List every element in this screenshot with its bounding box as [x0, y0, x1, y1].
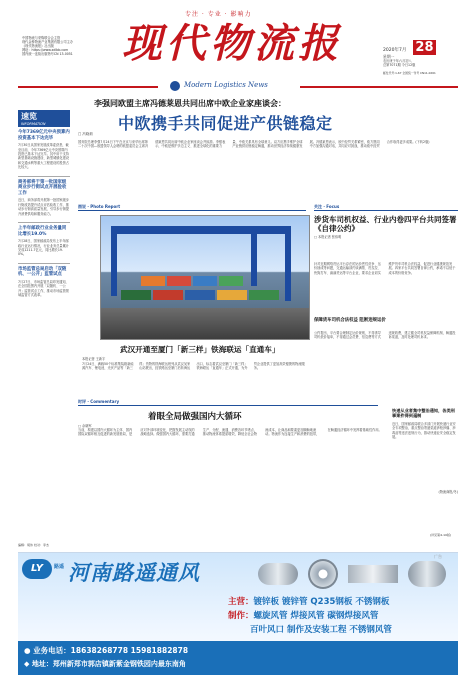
ad-phones[interactable]: 18638268778 15981882878: [70, 646, 189, 655]
masthead-date-block: [383, 36, 473, 67]
duct-icon: [258, 563, 298, 585]
masthead-english: Modern Logistics News: [184, 81, 268, 89]
info-item-title[interactable]: 商务部将于第一批国家级商业步行街试点开展验收工作: [18, 179, 67, 196]
info-item-text: 7月27日，市场监管总局印发通知，在全国范围内开展「双随机、一公开」监管试点工作，推动市场监管领域监管方式改革。: [18, 280, 69, 298]
lead-story-header: [78, 98, 458, 134]
ad-phone-line[interactable]: [24, 645, 188, 656]
publisher-line-1: 中国物流与采购联合会主管: [22, 36, 61, 40]
commentary-label: 时评 · Commentary: [78, 399, 378, 406]
crane-leg: [285, 226, 291, 301]
ad-address-line: [24, 659, 186, 669]
commentary-section: [78, 399, 378, 428]
container: [217, 290, 247, 300]
info-item: [18, 130, 70, 170]
ad-make-label: 制作：: [228, 611, 254, 621]
info-item: [18, 263, 70, 298]
info-item-title[interactable]: 今年7369亿元中央预算内投资基本下达完毕: [18, 130, 70, 141]
info-item-title[interactable]: 上半年邮政行业业务量同比增长19.0%: [18, 226, 67, 237]
focus-body: 针对近期网络货运平台存在的运价恶性竞争、压价抽成等问题，交通运输部约谈满帮、货拉拉、快狗打车、滴滴货运等平台企业，要求企业切实维护货车司机合法权益，促进行业健康规范发展。四家平台共同签署自律公约，承诺不以低于成本的价格竞争。: [314, 262, 456, 275]
container: [249, 290, 279, 300]
masthead-rule-right: [300, 86, 458, 88]
logo-subtext: 路遥: [54, 564, 65, 570]
commentary-body: 当前，构建以国内大循环为主体、国内国际双循环相互促进的新发展格局，是应对外部环境变化、把握发展主动权的战略选择。做强国内大循环，需要打通生产、分配、流通、消费各环节堵点，推动物流体系提质增效，降低全社会物流成本，让商品和要素更加顺畅地流动。物流作为连接生产和消费的纽带，在畅通经济循环中发挥着基础性作用。: [78, 428, 382, 437]
container: [185, 290, 215, 300]
photo-byline: 本报记者 王新宇: [82, 357, 106, 361]
focus-headline[interactable]: 涉货车司机权益、行业内卷四平台共同签署《自律公约》: [314, 215, 457, 233]
focus-byline: □ 本报记者 张伟明: [314, 235, 342, 239]
location-icon: ◆: [24, 660, 30, 668]
photo-headline[interactable]: 武汉开通至厦门「新三样」铁海联运「直通车」: [120, 345, 280, 354]
advertisement[interactable]: [18, 552, 458, 675]
masthead-title: 现代物流报: [122, 20, 342, 67]
lead-byline: □ 冯晓莉: [78, 132, 93, 136]
info-item-text: 7月28日，国家邮政局发布上半年邮政行业运行情况，行业业务总量累计完成1211.7亿元，同比增长19.0%。: [18, 239, 69, 257]
ad-contact-band: [18, 641, 458, 675]
focus-label: 关注 · Focus: [314, 204, 458, 211]
side-brief-source: (物流商报/冬): [438, 489, 458, 494]
info-item-text: 近日，商务部将开展第一批国家级步行街改造提升试点评估验收工作，推动步行街高质量发展，引导步行街提升消费供给和服务能力。: [18, 198, 69, 216]
ad-product-images: [258, 559, 448, 589]
photo-label: 图说 · Photo Report: [78, 204, 306, 211]
date-month: 2020年7月: [383, 48, 407, 53]
rail-track: [101, 308, 309, 339]
lead-kicker: 李强同欧盟主席冯德莱恩共同出席中欧企业家座谈会：: [94, 99, 286, 108]
info-item: [18, 176, 70, 216]
rail-yard-photo: [100, 215, 310, 340]
crane-beam: [111, 226, 291, 234]
container: [141, 276, 165, 286]
container: [167, 276, 191, 286]
issue-number: 总第7071期 今日12版: [383, 63, 416, 67]
masthead-tagline: 专注 · 专业 · 影响力: [185, 11, 252, 18]
ad-address: 郑州新郑市郭店镇新紫金钢铁园内最东南角: [52, 660, 186, 668]
info-header: [18, 110, 70, 127]
masthead: [0, 0, 476, 89]
ad-make-line: [228, 609, 378, 621]
publisher-line-2: 现代金桥物流产业集团有限公司主办: [22, 40, 73, 44]
lead-body: 国务院总理李强7月24日下午在北京与来华出席第二十次中国—欧盟领导人会晤的欧盟委员会主席冯德莱恩共同出席中欧企业家座谈会并致辞。李强表示，中欧是维护多边主义、推进全球化的重要力量，中欧关系具有全球意义。双方应携手维护全球产业链供应链稳定畅通，推动世界经济持续健康发展。冯德莱恩表示，欧中经贸关系紧密，欧方愿同中方加强沟通对话，共同应对挑战，推动欧中经贸合作取得更多成果。(下转2版): [78, 140, 430, 149]
ad-phone-label: 业务电话：: [33, 646, 71, 655]
ad-address-label: 地址：: [31, 660, 53, 668]
date-day: 28: [415, 40, 434, 55]
globe-icon: [170, 81, 180, 91]
commentary-byline: □ 余晓军: [78, 424, 92, 428]
ly-logo-icon: LY: [22, 559, 52, 579]
info-item-text: 7月30日从国家发展改革委获悉，截至目前，今年7369亿元中央预算内投资已基本下达完毕。其中用于支持新型基础设施建设、新型城镇化建设和交通水利等重大工程建设的投资占比较大。: [18, 143, 69, 170]
side-brief: [392, 408, 458, 494]
publisher-line-5: 国内统一连续出版物号CN 13-0051: [22, 52, 73, 56]
ad-main-label: 主营：: [228, 597, 254, 607]
phone-icon: ●: [24, 646, 31, 655]
masthead-rule-left: [18, 86, 158, 88]
container: [121, 290, 151, 300]
side-brief-body: 近日，国家邮政局联合多部门开展快递行业安全专项整治，重点整治寄递渠道涉枪涉爆、涉毒品等违法违规行为，推动快递业安全稳定发展。: [392, 421, 456, 440]
rect-duct-icon: [348, 565, 398, 583]
spiral-duct-icon: [408, 561, 446, 587]
ad-main-line: [228, 595, 389, 607]
ad-label: 广告: [434, 554, 442, 559]
crane-leg: [251, 226, 257, 286]
focus-subhead: 保障货车司机合法权益 阻断违规运价: [314, 318, 386, 323]
date-weekday: 星期一: [383, 54, 395, 59]
postal-code: 邮发代号:1-67 全国统一刊号 CN11-0261: [383, 71, 436, 75]
lunar-date: 农历庚子年六月初八: [383, 59, 412, 63]
pipe-end-icon: [308, 559, 338, 589]
ad-make-products: 螺旋风管 焊接风管 碳钢焊接风管: [253, 611, 379, 621]
info-item: [18, 222, 70, 257]
left-sidebar: [18, 110, 70, 540]
ad-company-name: 河南路遥通风: [68, 561, 200, 585]
focus-body-2: 公约提出，平台要合理制定运价规则，不得诱导司机低价接单，不得通过会员费、信息费等方式违规收费，建立健全司机权益保障机制，畅通投诉渠道，及时处理司机诉求。: [314, 331, 456, 340]
lead-headline[interactable]: 中欧携手共同促进产供链稳定: [118, 114, 333, 133]
container: [153, 290, 183, 300]
crane-leg: [111, 226, 117, 296]
publisher-line-4: 网址：https://www.xdlbb.com: [22, 48, 69, 52]
container: [193, 276, 217, 286]
jump-note: (详见第4-10版): [430, 533, 452, 537]
photo-body: 7月24日，满载50个标准集装箱新能源汽车、锂电池、光伏产品等「新三样」货物的铁海联运班列从武汉吴家山站驶出，经铁路运至厦门后转海运出口，标志着武汉至厦门「新三样」铁海联运「直通车」正式开通，为外贸企业提供了更加高效便捷的物流服务。: [82, 362, 305, 371]
side-brief-headline[interactable]: 快递从业者集中整治通知，各类刑事案件得到遏制: [392, 408, 455, 419]
photo-section: [78, 204, 306, 211]
info-tag: 速览: [21, 112, 37, 121]
masthead-left-info: [22, 36, 114, 56]
publisher-line-3: 《现代物流报》社出版: [22, 44, 54, 48]
focus-section: [314, 204, 458, 239]
container: [219, 276, 243, 286]
info-tag-en: INFORMATION: [21, 122, 46, 126]
info-item-title[interactable]: 市场监管总局启动「双随机、一公开」监管试点: [18, 266, 67, 278]
commentary-headline[interactable]: 着眼全局做强国内大循环: [148, 412, 242, 422]
ad-main-products: 镀锌板 镀锌管 Q235钢板 不锈钢板: [253, 597, 390, 607]
ad-service-line: 百叶风口 制作及安装工程 不锈钢风管: [250, 625, 392, 635]
left-footer: 编辑：胡伟 校对：李杰: [18, 543, 49, 547]
